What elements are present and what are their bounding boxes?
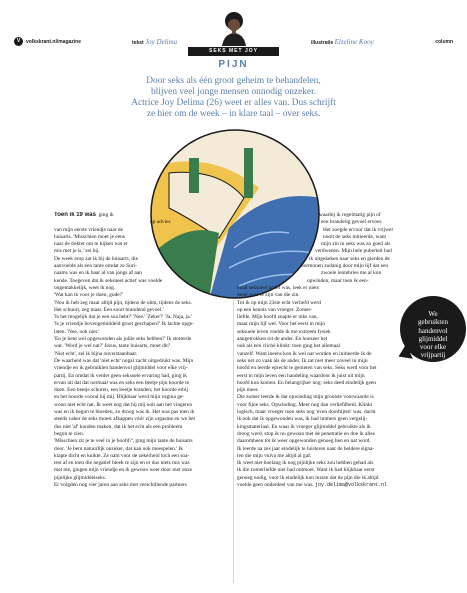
illustration-credit: illustratie Elzeline Kooy (311, 38, 374, 46)
volkskrant-logo[interactable]: V (14, 37, 23, 46)
illustration-author: Elzeline Kooy (334, 38, 374, 46)
headline: PIJN (218, 59, 249, 70)
author-email[interactable]: joy.delima@volkskrant.nl (315, 481, 388, 488)
right-column: waarbij ik regelmatig pijn of een branderig gevoel ervoer. Het zoegde ervoor dat ik vrijwel nooit de seks initieerde, want mijn zin in seks was zo goed als verdwenen. Mijn hele puberteit had ik uitgekeken naar seks en gierden de hormonen zodanig door mijn lijf dat een zwoele lentebries me al kon opwinden, maar toen ik een- maal seksueel actief was, leek er niets meer over te zijn van die zin. Tot ik op mijn 23ste echt verliefd werd op een kennis van vroeger. Zomer- liefde. Mijn hoofd snapte er niks van, maar mijn lijf wel. Voor het eerst in mijn seksuele leven voelde ik me extreem fysiek aangetrokken tot de ander. En hoezeer het ook als een cliché klinkt: toen ging het allemaal vanzelf. Want ineens kon ik wel nat worden en initieerde ik de seks net zo vaak als de ander. Ik zat niet meer zoveel in mijn hoofd en leerde eprecht te genieten van seks. Seks werd voor het eerst in mijn leven een handeling waardoor ik juist uit mijn hoofd kon komen. En belangrijker nog: seks deed eindelijk geen pijn meer. Die zomer leerde ik dat opwinding mijn grootste voorwaarde is voor fijne seks. Opwinding. Meer nog dan verliefdheid. Klinkt logisch, maar vroeger toen seks nog 'even doorbijten' was, dacht ik ook dat ik opgewonden was, ik had immers geen vergelij- kingsmateriaal. En waar ik vroeger glijmiddel gebruikte als ik droog werd, stop ik nu gewoon met de penetratie en doe ik alles daaromheen tot ik weer opgewonden genoeg ben en nat word. Ik leerde na zes jaar eindelijk te luisteren naar de heldere signa- len die mijn vulva me altijd al gaf. Ik weet niet hoelang ik nog pijnlijke seks zou hebben gehad als ik die zomerliefde niet had ontmoet. Want ik had blijkbaar eerst genoeg nodig, voor ik eindelijk kon inzien dat de pijn die ik altijd voelde geen onderdeel van me was. joy.delima@volkskrant.nl (237, 212, 393, 488)
column-divider (233, 300, 234, 583)
text-credit: tekst Joy Delima (132, 38, 178, 46)
left-column: Toen ik 19 was ging ik op advies van mijn eerste vriendje naar de huisarts. 'Misschien moet je eens naar de dokter om te kijken wat er mis met je is,' zei hij. De week erop zat ik bij de huisarts, die aanvoelde als een tante omdat ze Suri- naams was en ik haar al van jongs af aan kende. Toegeven dat ik seksueel actief was voelde ongemakkelijk, weet ik nog. 'Wat kan ik voor je doen, gude?' 'Nou ik heb zeg maar altijd pijn, tijdens de uhm, tijdens de seks. Het schuurt, zeg maar. Een soort brandend gevoel.' 'Is het mogelijk dat je een soa hebt?' 'Nee.' 'Zeker?' 'Ja. Naja, ja.' 'Is je vriendje bovengemiddeld groot geschapen?' Ik lachte opge- laten. 'Nee, ook niet.' 'En je bent wel opgewonden als jullie seks hebben?' Ik stotterde wat. 'Word je wel nat?' Jezus, tante huisarts, moet dit? 'Niet echt', zei ik bijna onverstaanbaar. De waarheid was dat 'niet echt' nogal zacht uitgedrukt was. Mijn vriendje en ik gebruikten handenvol glijmiddel voor elke vrij- partij. En omdat ik verder geen seksuele ervaring had, ging ik ervan uit dat dat normaal was en seks een beetje pijn hoorde te doen. Een beetje schuren, een beetje branden; het hoorde erbij en het hoorde vooral bij mij. Blijkbaar werd mijn vagina ge- woon niet echt nat. Ik weet nog dat hij mij ooit aan het vingeren was en ik begon te bloeden, zo droog was ik. Het was pas toen ik steeds vaker de seks moest afkappen vóór zijn orgasme en we het dus niet 'af' konden maken, dat ik het echt als een probleem begon te zien. 'Misschien zit je te veel in je hoofd?', ging mijn tante de huisarts door. 'Je bent natuurlijk onzeker, dat kan ook meespelen.' Ik klapte dicht en knikte. Ze nam voor de zekerheid toch een soa- test af en toen die negatief bleek te zijn en er dus niets mis was met me, gingen mijn vriendje en ik gewoon weer door met onze pijnlijke glijmiddelseks. Er volgden nog vier jaren aan seks met verschillende partners (54, 212, 196, 488)
column-tag: SEKS MET JOY (188, 47, 279, 56)
site-url[interactable]: volkskrant.nl/magazine (26, 39, 82, 45)
lede: Door seks als één groot geheim te behandelen, blijven veel jonge mensen onnodig onzeker. Actrice Joy Delima (26) weet er alles van. Dus schrijft ze hier om de week – in klare taal – over seks. (131, 76, 336, 119)
pull-quote: We gebruikten handenvol glijmiddel voor elke vrijpartij (400, 296, 466, 362)
author-portrait (216, 10, 252, 46)
text-author: Joy Delima (145, 38, 178, 46)
section-label: column (435, 39, 453, 45)
lead-in: Toen ik 19 was (54, 212, 96, 218)
